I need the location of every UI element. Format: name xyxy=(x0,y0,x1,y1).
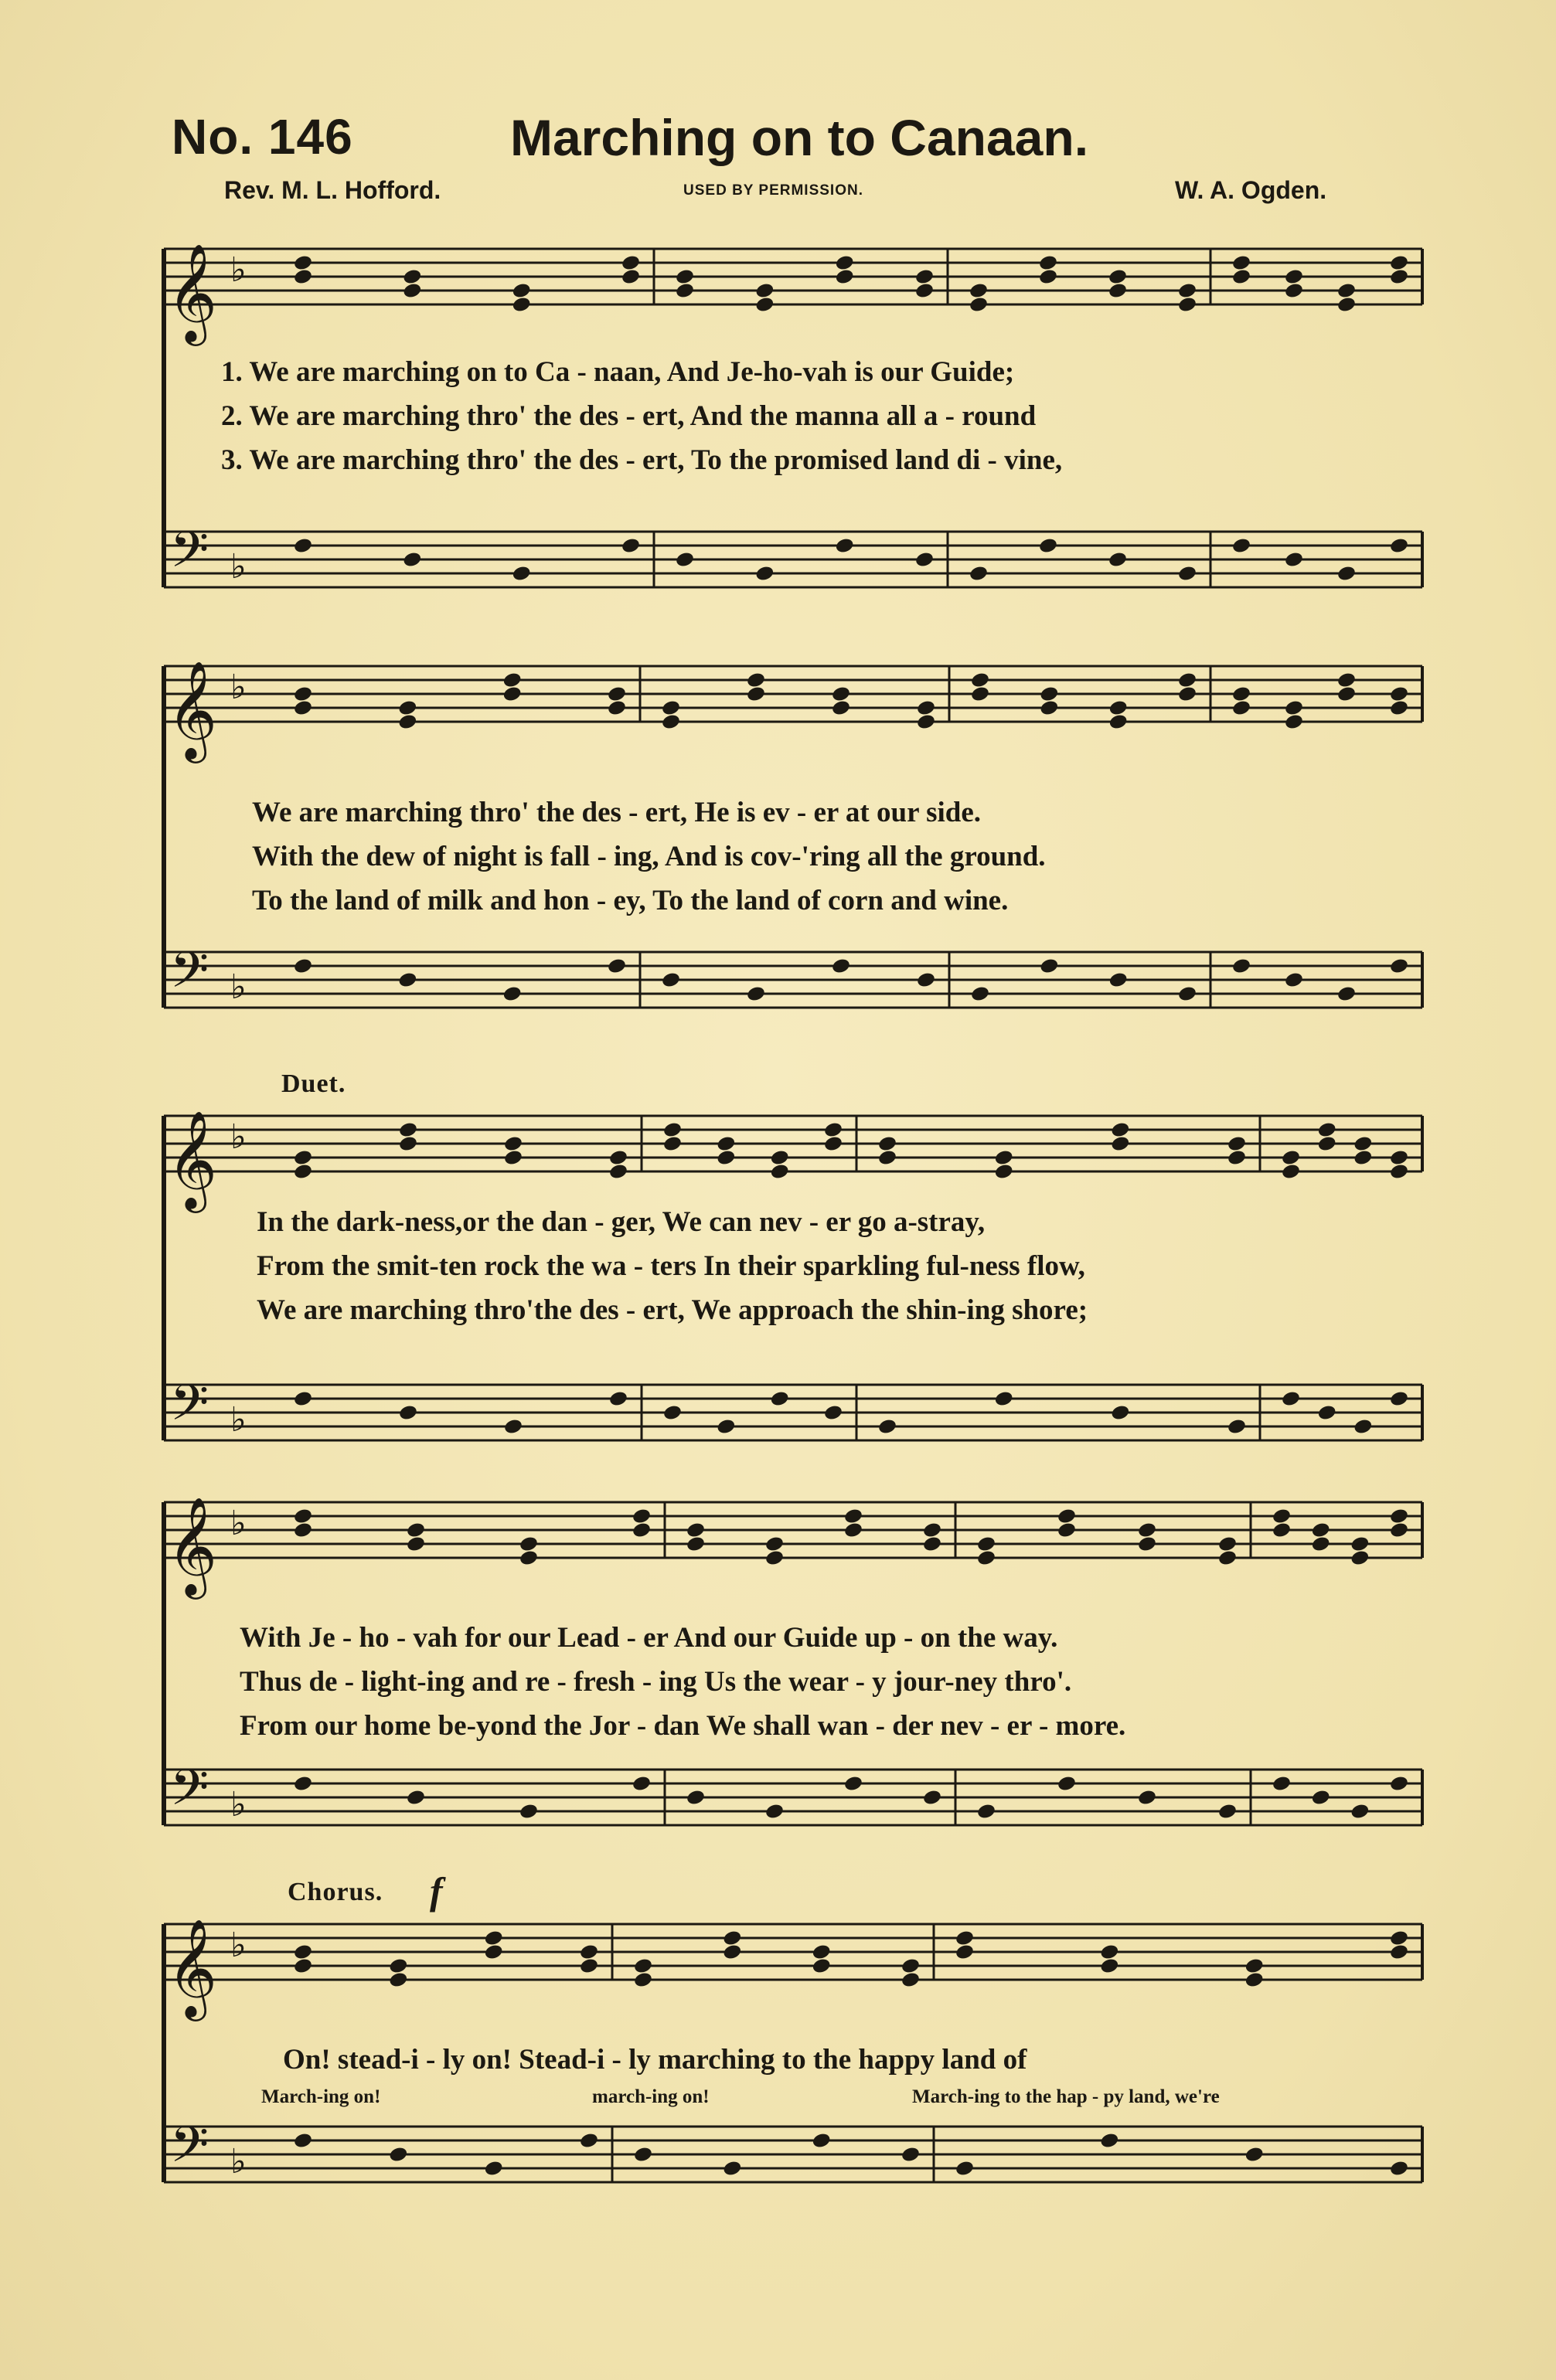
treble-clef-icon: 𝄞 xyxy=(167,243,218,342)
note-head xyxy=(970,685,990,703)
note-head xyxy=(1336,565,1357,583)
note-head xyxy=(519,1549,539,1567)
flat-icon: ♭ xyxy=(230,547,247,586)
note-head xyxy=(1137,1789,1157,1807)
note-head xyxy=(1231,268,1251,286)
hymn-number: No. 146 xyxy=(172,109,353,165)
note-head xyxy=(1317,1404,1337,1422)
note-head xyxy=(398,1404,418,1422)
note-head xyxy=(1336,685,1357,703)
note-head xyxy=(1227,1135,1247,1153)
bass-clef-icon: 𝄢 xyxy=(170,522,209,591)
note-head xyxy=(607,699,627,717)
note-head xyxy=(1336,296,1357,314)
note-head xyxy=(293,1943,313,1961)
note-head xyxy=(686,1789,706,1807)
note-head xyxy=(1353,1135,1373,1153)
note-head xyxy=(877,1149,897,1167)
bass-words-1: March-ing on! xyxy=(261,2086,381,2107)
note-head xyxy=(1039,699,1059,717)
note-head xyxy=(914,551,935,569)
note-head xyxy=(519,1803,539,1821)
note-head xyxy=(969,565,989,583)
bass-words-3: March-ing to the hap - py land, we're xyxy=(912,2086,1220,2107)
note-head xyxy=(835,268,855,286)
note-head xyxy=(901,1971,921,1989)
note-head xyxy=(293,2132,313,2150)
note-head xyxy=(519,1535,539,1553)
note-head xyxy=(484,1943,504,1961)
lyric-s4-v1: With Je - ho - vah for our Lead - er And our Guide up - on the way. xyxy=(240,1622,1058,1654)
note-head xyxy=(662,1404,683,1422)
note-head xyxy=(1177,672,1197,689)
note-head xyxy=(633,1957,653,1975)
flat-icon: ♭ xyxy=(230,1504,247,1543)
note-head xyxy=(1177,565,1197,583)
lyric-s3-v2: From the smit-ten rock the wa - ters In their sparkling ful-ness flow, xyxy=(257,1250,1085,1282)
note-head xyxy=(402,551,422,569)
note-head xyxy=(621,537,641,555)
note-head xyxy=(675,551,695,569)
note-head xyxy=(1177,985,1197,1003)
note-head xyxy=(293,685,313,703)
note-head xyxy=(746,672,766,689)
note-head xyxy=(1281,1163,1301,1181)
note-head xyxy=(293,268,313,286)
note-head xyxy=(512,565,532,583)
note-head xyxy=(1336,282,1357,300)
note-head xyxy=(1108,282,1128,300)
note-head xyxy=(1057,1522,1077,1539)
note-head xyxy=(922,1789,942,1807)
note-head xyxy=(1284,282,1304,300)
note-head xyxy=(812,1943,832,1961)
note-head xyxy=(579,2132,599,2150)
treble-clef-icon: 𝄞 xyxy=(167,1496,218,1595)
note-head xyxy=(1389,254,1409,272)
note-head xyxy=(1110,1404,1130,1422)
note-head xyxy=(831,699,851,717)
note-head xyxy=(1231,957,1251,975)
composer-credit: W. A. Ogden. xyxy=(1175,176,1327,204)
note-head xyxy=(402,282,422,300)
note-head xyxy=(293,1149,313,1167)
note-head xyxy=(293,1957,313,1975)
note-head xyxy=(1389,2160,1409,2178)
note-head xyxy=(686,1522,706,1539)
note-head xyxy=(823,1135,843,1153)
note-head xyxy=(914,268,935,286)
note-head xyxy=(970,672,990,689)
lyric-s1-v1: 1. We are marching on to Ca - naan, And Je-ho-vah is our Guide; xyxy=(221,356,1015,388)
note-head xyxy=(1217,1549,1238,1567)
note-head xyxy=(916,971,936,989)
flat-icon: ♭ xyxy=(230,967,247,1007)
note-head xyxy=(661,699,681,717)
note-head xyxy=(1244,1971,1265,1989)
note-head xyxy=(1057,1775,1077,1793)
note-head xyxy=(1177,685,1197,703)
note-head xyxy=(608,1390,628,1408)
flat-icon: ♭ xyxy=(230,1117,247,1157)
note-head xyxy=(661,971,681,989)
note-head xyxy=(877,1135,897,1153)
note-head xyxy=(607,957,627,975)
note-head xyxy=(1353,1149,1373,1167)
note-head xyxy=(1336,672,1357,689)
note-head xyxy=(746,685,766,703)
flat-icon: ♭ xyxy=(230,250,247,290)
note-head xyxy=(388,1957,408,1975)
note-head xyxy=(976,1803,996,1821)
note-head xyxy=(1272,1775,1292,1793)
note-head xyxy=(1284,699,1304,717)
note-head xyxy=(633,1971,653,1989)
note-head xyxy=(770,1163,790,1181)
note-head xyxy=(1336,985,1357,1003)
duet-label: Duet. xyxy=(281,1069,346,1098)
lyric-s4-v3: From our home be-yond the Jor - dan We shall wan - der nev - er - more. xyxy=(240,1710,1126,1742)
note-head xyxy=(1137,1535,1157,1553)
note-head xyxy=(502,985,523,1003)
note-head xyxy=(764,1549,785,1567)
note-head xyxy=(503,1418,523,1436)
note-head xyxy=(1110,1121,1130,1139)
note-head xyxy=(1284,268,1304,286)
note-head xyxy=(1281,1149,1301,1167)
note-head xyxy=(1389,1930,1409,1947)
lyric-s1-v3: 3. We are marching thro' the des - ert, To the promised land di - vine, xyxy=(221,444,1063,476)
note-head xyxy=(1389,1522,1409,1539)
note-head xyxy=(1108,971,1129,989)
note-head xyxy=(1350,1535,1370,1553)
treble-clef-icon: 𝄞 xyxy=(167,660,218,759)
note-head xyxy=(1272,1522,1292,1539)
note-head xyxy=(835,254,855,272)
note-head xyxy=(770,1149,790,1167)
note-head xyxy=(608,1149,628,1167)
note-head xyxy=(922,1522,942,1539)
note-head xyxy=(621,268,641,286)
note-head xyxy=(1231,699,1251,717)
note-head xyxy=(843,1522,863,1539)
note-head xyxy=(1389,1149,1409,1167)
flat-icon: ♭ xyxy=(230,2142,247,2181)
note-head xyxy=(398,1121,418,1139)
hymn-title: Marching on to Canaan. xyxy=(510,109,1089,166)
note-head xyxy=(1353,1418,1373,1436)
lyricist-credit: Rev. M. L. Hofford. xyxy=(224,176,441,204)
lyric-s5-v1: On! stead-i - ly on! Stead-i - ly marching to the happy land of xyxy=(283,2044,1027,2076)
note-head xyxy=(716,1149,736,1167)
note-head xyxy=(812,2132,832,2150)
note-head xyxy=(293,1508,313,1525)
note-head xyxy=(770,1390,790,1408)
lyric-s2-v1: We are marching thro' the des - ert, He is ev - er at our side. xyxy=(252,797,982,828)
note-head xyxy=(621,254,641,272)
note-head xyxy=(764,1803,785,1821)
note-head xyxy=(1108,699,1129,717)
note-head xyxy=(1389,699,1409,717)
note-head xyxy=(976,1535,996,1553)
note-head xyxy=(823,1404,843,1422)
note-head xyxy=(1317,1121,1337,1139)
note-head xyxy=(1217,1803,1238,1821)
note-head xyxy=(1038,268,1058,286)
note-head xyxy=(632,1522,652,1539)
note-head xyxy=(1039,957,1059,975)
note-head xyxy=(916,713,936,731)
note-head xyxy=(969,282,989,300)
note-head xyxy=(1389,957,1409,975)
note-head xyxy=(843,1508,863,1525)
lyric-s2-v3: To the land of milk and hon - ey, To the land of corn and wine. xyxy=(252,885,1009,916)
note-head xyxy=(1108,713,1129,731)
note-head xyxy=(955,2160,975,2178)
note-head xyxy=(1108,551,1128,569)
note-head xyxy=(293,1522,313,1539)
flat-icon: ♭ xyxy=(230,668,247,707)
note-head xyxy=(662,1121,683,1139)
note-head xyxy=(632,1508,652,1525)
note-head xyxy=(1281,1390,1301,1408)
note-head xyxy=(1389,1163,1409,1181)
note-head xyxy=(397,971,417,989)
note-head xyxy=(1057,1508,1077,1525)
note-head xyxy=(1038,537,1058,555)
note-head xyxy=(823,1121,843,1139)
note-head xyxy=(764,1535,785,1553)
note-head xyxy=(835,537,855,555)
note-head xyxy=(1099,1957,1119,1975)
note-head xyxy=(1099,2132,1119,2150)
note-head xyxy=(922,1535,942,1553)
note-head xyxy=(661,713,681,731)
note-head xyxy=(901,2146,921,2164)
note-head xyxy=(1350,1549,1370,1567)
lyric-s3-v1: In the dark-ness,or the dan - ger, We can nev - er go a-stray, xyxy=(257,1206,986,1238)
note-head xyxy=(1227,1149,1247,1167)
note-head xyxy=(607,685,627,703)
note-head xyxy=(1177,282,1197,300)
note-head xyxy=(1389,537,1409,555)
note-head xyxy=(662,1135,683,1153)
bass-clef-icon: 𝄢 xyxy=(170,1375,209,1444)
note-head xyxy=(1284,551,1304,569)
note-head xyxy=(406,1535,426,1553)
note-head xyxy=(1272,1508,1292,1525)
note-head xyxy=(722,2160,742,2178)
note-head xyxy=(675,282,695,300)
note-head xyxy=(843,1775,863,1793)
flat-icon: ♭ xyxy=(230,1400,247,1440)
note-head xyxy=(1284,971,1304,989)
note-head xyxy=(293,699,313,717)
note-head xyxy=(1038,254,1058,272)
note-head xyxy=(754,565,775,583)
note-head xyxy=(1311,1789,1331,1807)
note-head xyxy=(716,1418,736,1436)
note-head xyxy=(1244,2146,1265,2164)
note-head xyxy=(608,1163,628,1181)
lyric-s4-v2: Thus de - light-ing and re - fresh - ing Us the wear - y jour-ney thro'. xyxy=(240,1666,1072,1698)
note-head xyxy=(1099,1943,1119,1961)
note-head xyxy=(877,1418,897,1436)
note-head xyxy=(686,1535,706,1553)
note-head xyxy=(994,1390,1014,1408)
note-head xyxy=(398,1135,418,1153)
note-head xyxy=(397,713,417,731)
note-head xyxy=(976,1549,996,1567)
note-head xyxy=(1137,1522,1157,1539)
note-head xyxy=(397,699,417,717)
note-head xyxy=(722,1930,742,1947)
note-head xyxy=(970,985,990,1003)
note-head xyxy=(1350,1803,1370,1821)
note-head xyxy=(675,268,695,286)
note-head xyxy=(1039,685,1059,703)
forte-marking: f xyxy=(430,1869,443,1912)
note-head xyxy=(1110,1135,1130,1153)
note-head xyxy=(812,1957,832,1975)
note-head xyxy=(293,957,313,975)
note-head xyxy=(1231,537,1251,555)
note-head xyxy=(1244,1957,1265,1975)
lyric-s1-v2: 2. We are marching thro' the des - ert, And the manna all a - round xyxy=(221,400,1037,432)
note-head xyxy=(503,1149,523,1167)
note-head xyxy=(716,1135,736,1153)
note-head xyxy=(293,1163,313,1181)
chorus-label: Chorus. xyxy=(288,1878,383,1906)
flat-icon: ♭ xyxy=(230,1926,247,1965)
note-head xyxy=(914,282,935,300)
note-head xyxy=(746,985,766,1003)
bass-clef-icon: 𝄢 xyxy=(170,1760,209,1829)
note-head xyxy=(955,1943,975,1961)
note-head xyxy=(994,1149,1014,1167)
note-head xyxy=(484,1930,504,1947)
note-head xyxy=(502,672,523,689)
permission-note: USED BY PERMISSION. xyxy=(683,182,863,199)
note-head xyxy=(1311,1522,1331,1539)
note-head xyxy=(406,1789,426,1807)
flat-icon: ♭ xyxy=(230,1785,247,1824)
note-head xyxy=(1317,1135,1337,1153)
note-head xyxy=(293,1775,313,1793)
lyric-s2-v2: With the dew of night is fall - ing, And is cov-'ring all the ground. xyxy=(252,841,1046,872)
note-head xyxy=(1284,713,1304,731)
note-head xyxy=(1389,1390,1409,1408)
note-head xyxy=(831,685,851,703)
note-head xyxy=(1389,1508,1409,1525)
note-head xyxy=(831,957,851,975)
note-head xyxy=(1389,1775,1409,1793)
note-head xyxy=(579,1957,599,1975)
note-head xyxy=(402,268,422,286)
note-head xyxy=(1177,296,1197,314)
note-head xyxy=(632,1775,652,1793)
note-head xyxy=(1231,685,1251,703)
note-head xyxy=(722,1943,742,1961)
note-head xyxy=(512,282,532,300)
note-head xyxy=(293,1390,313,1408)
bass-clef-icon: 𝄢 xyxy=(170,2116,209,2186)
treble-clef-icon: 𝄞 xyxy=(167,1918,218,2017)
note-head xyxy=(406,1522,426,1539)
note-head xyxy=(1217,1535,1238,1553)
note-head xyxy=(969,296,989,314)
note-head xyxy=(503,1135,523,1153)
note-head xyxy=(484,2160,504,2178)
note-head xyxy=(1108,268,1128,286)
note-head xyxy=(633,2146,653,2164)
note-head xyxy=(916,699,936,717)
note-head xyxy=(388,1971,408,1989)
note-head xyxy=(1227,1418,1247,1436)
note-head xyxy=(502,685,523,703)
note-head xyxy=(754,282,775,300)
note-head xyxy=(1231,254,1251,272)
note-head xyxy=(388,2146,408,2164)
note-head xyxy=(579,1943,599,1961)
note-head xyxy=(1311,1535,1331,1553)
lyric-s3-v3: We are marching thro'the des - ert, We approach the shin-ing shore; xyxy=(257,1294,1088,1326)
note-head xyxy=(1389,1943,1409,1961)
treble-clef-icon: 𝄞 xyxy=(167,1110,218,1209)
note-head xyxy=(512,296,532,314)
bass-words-2: march-ing on! xyxy=(592,2086,710,2107)
note-head xyxy=(955,1930,975,1947)
bass-clef-icon: 𝄢 xyxy=(170,942,209,1012)
note-head xyxy=(994,1163,1014,1181)
note-head xyxy=(901,1957,921,1975)
note-head xyxy=(754,296,775,314)
note-head xyxy=(293,537,313,555)
note-head xyxy=(1389,685,1409,703)
note-head xyxy=(1389,268,1409,286)
note-head xyxy=(293,254,313,272)
